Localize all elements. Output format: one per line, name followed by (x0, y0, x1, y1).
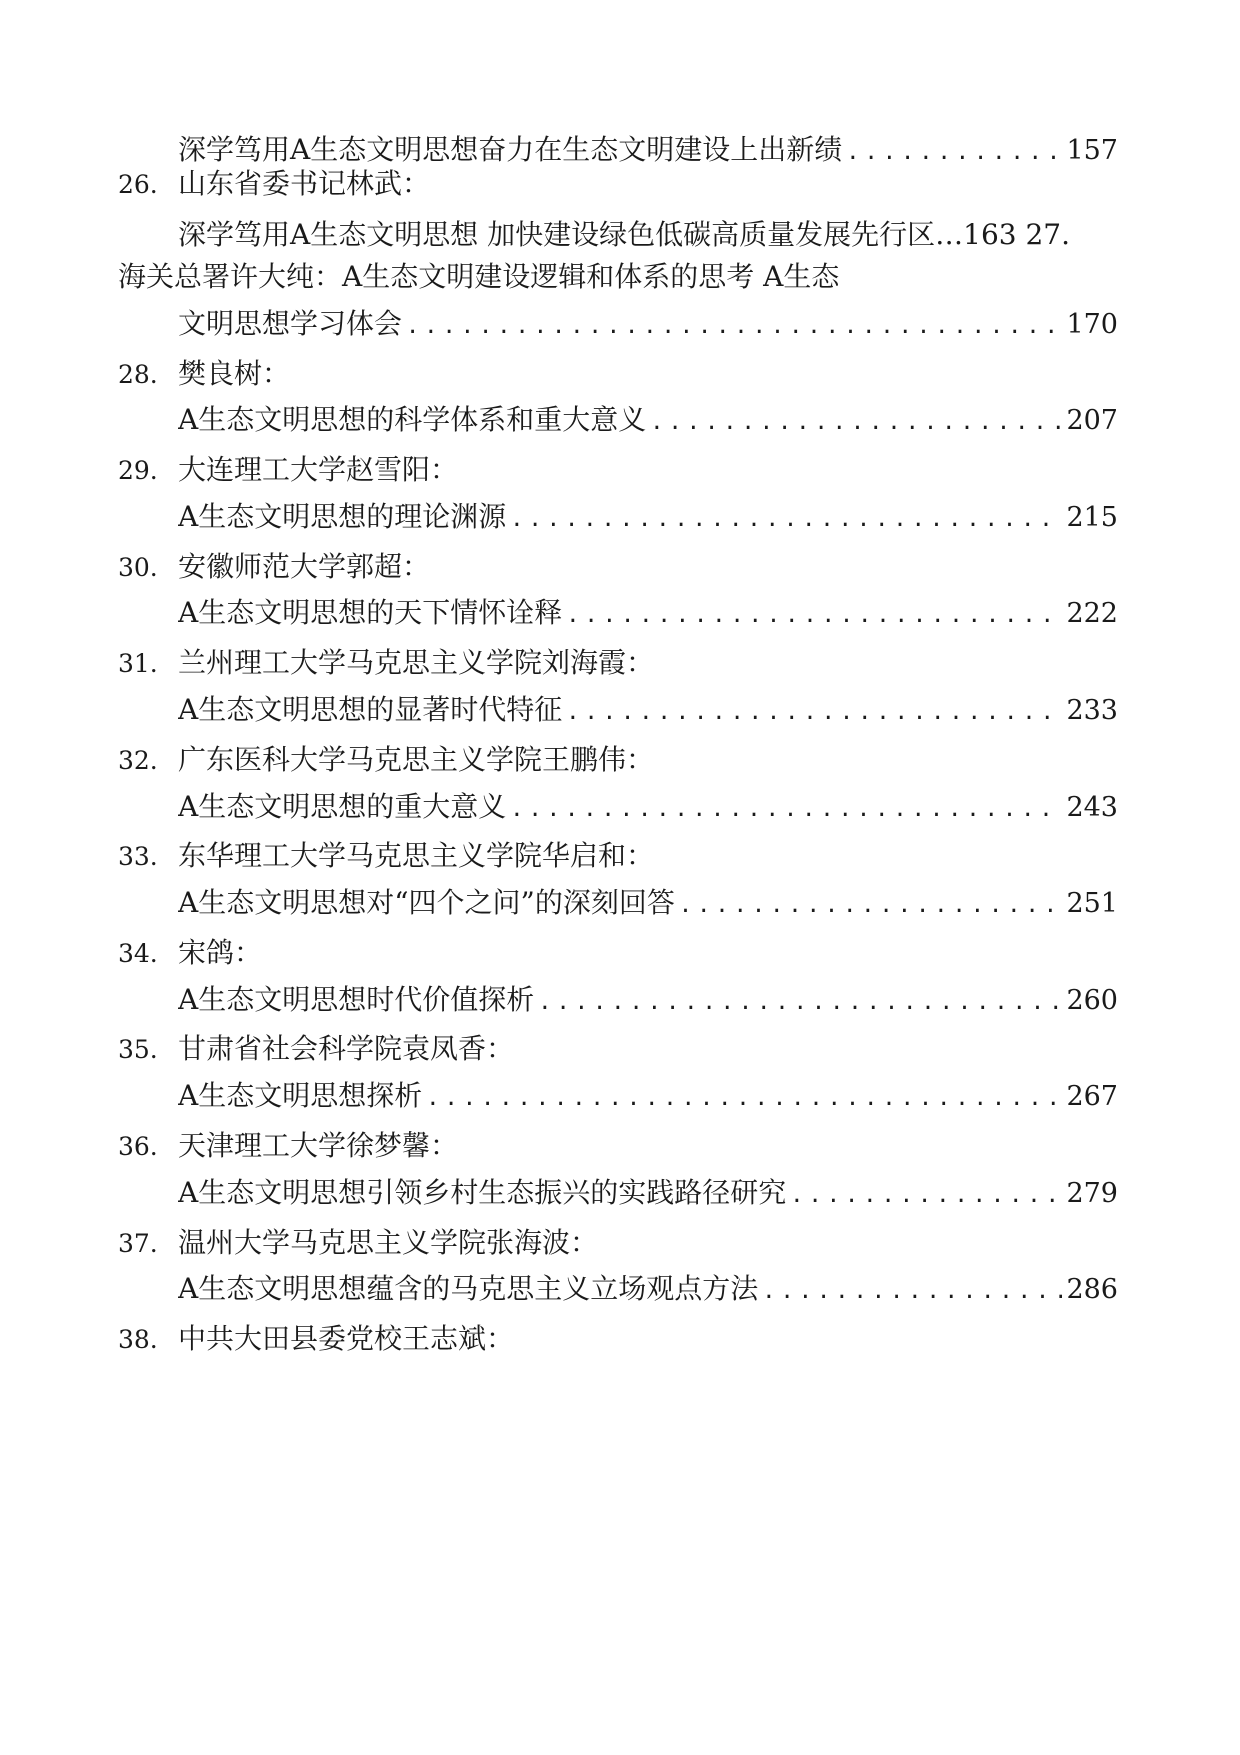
toc-number: 37. (118, 1229, 158, 1258)
toc-entry-text: 海关总署许大纯：A生态文明建设逻辑和体系的思考 A生态 (118, 260, 840, 293)
toc-entry-page: 243 (1066, 792, 1118, 823)
toc-author: 东华理工大学马克思主义学院华启和： (178, 839, 655, 872)
toc-entry (178, 1267, 1118, 1311)
toc-author-heading (118, 1317, 1118, 1361)
toc-leader-dots (566, 691, 1062, 732)
toc-leader-dots (566, 594, 1062, 635)
toc-author-heading (118, 545, 1118, 589)
toc-entry (178, 1074, 1118, 1118)
toc-entry-page: 251 (1066, 888, 1118, 919)
toc-entry (178, 978, 1118, 1022)
toc-author-heading (118, 1124, 1118, 1168)
toc-entry (178, 881, 1118, 925)
toc-entry (178, 398, 1118, 442)
toc-entry-page: 267 (1066, 1081, 1118, 1112)
toc-leader-dots (538, 981, 1062, 1022)
toc-number: 33. (118, 842, 158, 871)
toc-author: 甘肃省社会科学院袁凤香： (178, 1032, 515, 1065)
toc-author-heading (118, 641, 1118, 685)
toc-entry-title: A生态文明思想对“四个之问”的深刻回答 (178, 886, 675, 919)
toc-entry (178, 495, 1118, 539)
toc-author-heading (118, 931, 1118, 975)
toc-author-heading (118, 738, 1118, 782)
toc-leader-dots (510, 788, 1062, 829)
toc-author: 中共大田县委党校王志斌： (178, 1322, 515, 1355)
toc-leader-dots (762, 1270, 1062, 1311)
toc-entry-title: 深学笃用A生态文明思想奋力在生态文明建设上出新绩 (178, 133, 843, 166)
toc-entry (178, 302, 1118, 346)
toc-entry-title: A生态文明思想的显著时代特征 (178, 693, 563, 726)
toc-author-heading (118, 1027, 1118, 1071)
toc-author: 温州大学马克思主义学院张海波： (178, 1226, 599, 1259)
toc-author: 宋鸽： (178, 936, 263, 969)
toc-leader-dots (679, 884, 1063, 925)
toc-number: 28. (118, 360, 158, 389)
toc-author: 山东省委书记林武： (178, 167, 431, 200)
toc-author-heading (118, 448, 1118, 492)
toc-number: 31. (118, 649, 158, 678)
toc-leader-dots (790, 1174, 1062, 1215)
toc-leader-dots (426, 1077, 1062, 1118)
toc-entry-page: 279 (1066, 1178, 1118, 1209)
toc-leader-dots (510, 498, 1062, 539)
toc-leader-dots (650, 401, 1062, 442)
toc-author: 兰州理工大学马克思主义学院刘海霞： (178, 646, 655, 679)
toc-entry-page: 157 (1066, 135, 1118, 166)
toc-author: 樊良树： (178, 357, 291, 390)
toc-entry-title: A生态文明思想的重大意义 (178, 790, 507, 823)
toc-author-heading (118, 162, 1118, 206)
toc-leader-dots (406, 305, 1062, 346)
toc-entry-page: 207 (1066, 405, 1118, 436)
toc-author: 天津理工大学徐梦馨： (178, 1129, 459, 1162)
toc-entry (178, 688, 1118, 732)
toc-author-heading (118, 352, 1118, 396)
toc-entry (178, 785, 1118, 829)
toc-number: 26. (118, 170, 158, 199)
toc-number: 30. (118, 553, 158, 582)
toc-entry (178, 591, 1118, 635)
toc-entry-page: 170 (1066, 309, 1118, 340)
toc-number: 32. (118, 746, 158, 775)
toc-entry-title: A生态文明思想引领乡村生态振兴的实践路径研究 (178, 1176, 787, 1209)
toc-entry-page: 286 (1066, 1274, 1118, 1305)
toc-number: 29. (118, 456, 158, 485)
toc-number: 35. (118, 1035, 158, 1064)
toc-entry (178, 1171, 1118, 1215)
toc-entry-title: A生态文明思想的理论渊源 (178, 500, 507, 533)
toc-entry-page: 222 (1066, 598, 1118, 629)
toc-author-heading (118, 834, 1118, 878)
toc-author: 安徽师范大学郭超： (178, 550, 431, 583)
toc-entry-page: 233 (1066, 695, 1118, 726)
toc-entry-title: A生态文明思想的天下情怀诠释 (178, 596, 563, 629)
toc-number: 36. (118, 1132, 158, 1161)
toc-entry-text: 深学笃用A生态文明思想 加快建设绿色低碳高质量发展先行区…163 27. (178, 218, 1070, 251)
toc-entry-page: 215 (1066, 502, 1118, 533)
toc-author: 广东医科大学马克思主义学院王鹏伟： (178, 743, 655, 776)
toc-entry-title: A生态文明思想蕴含的马克思主义立场观点方法 (178, 1272, 759, 1305)
toc-entry-title: A生态文明思想时代价值探析 (178, 983, 535, 1016)
toc-author: 大连理工大学赵雪阳： (178, 453, 459, 486)
toc-entry-page: 260 (1066, 985, 1118, 1016)
toc-entry-title: A生态文明思想探析 (178, 1079, 423, 1112)
toc-number: 38. (118, 1325, 158, 1354)
toc-number: 34. (118, 939, 158, 968)
toc-entry-title: A生态文明思想的科学体系和重大意义 (178, 403, 647, 436)
toc-author-heading (118, 1221, 1118, 1265)
toc-entry-title: 文明思想学习体会 (178, 307, 403, 340)
